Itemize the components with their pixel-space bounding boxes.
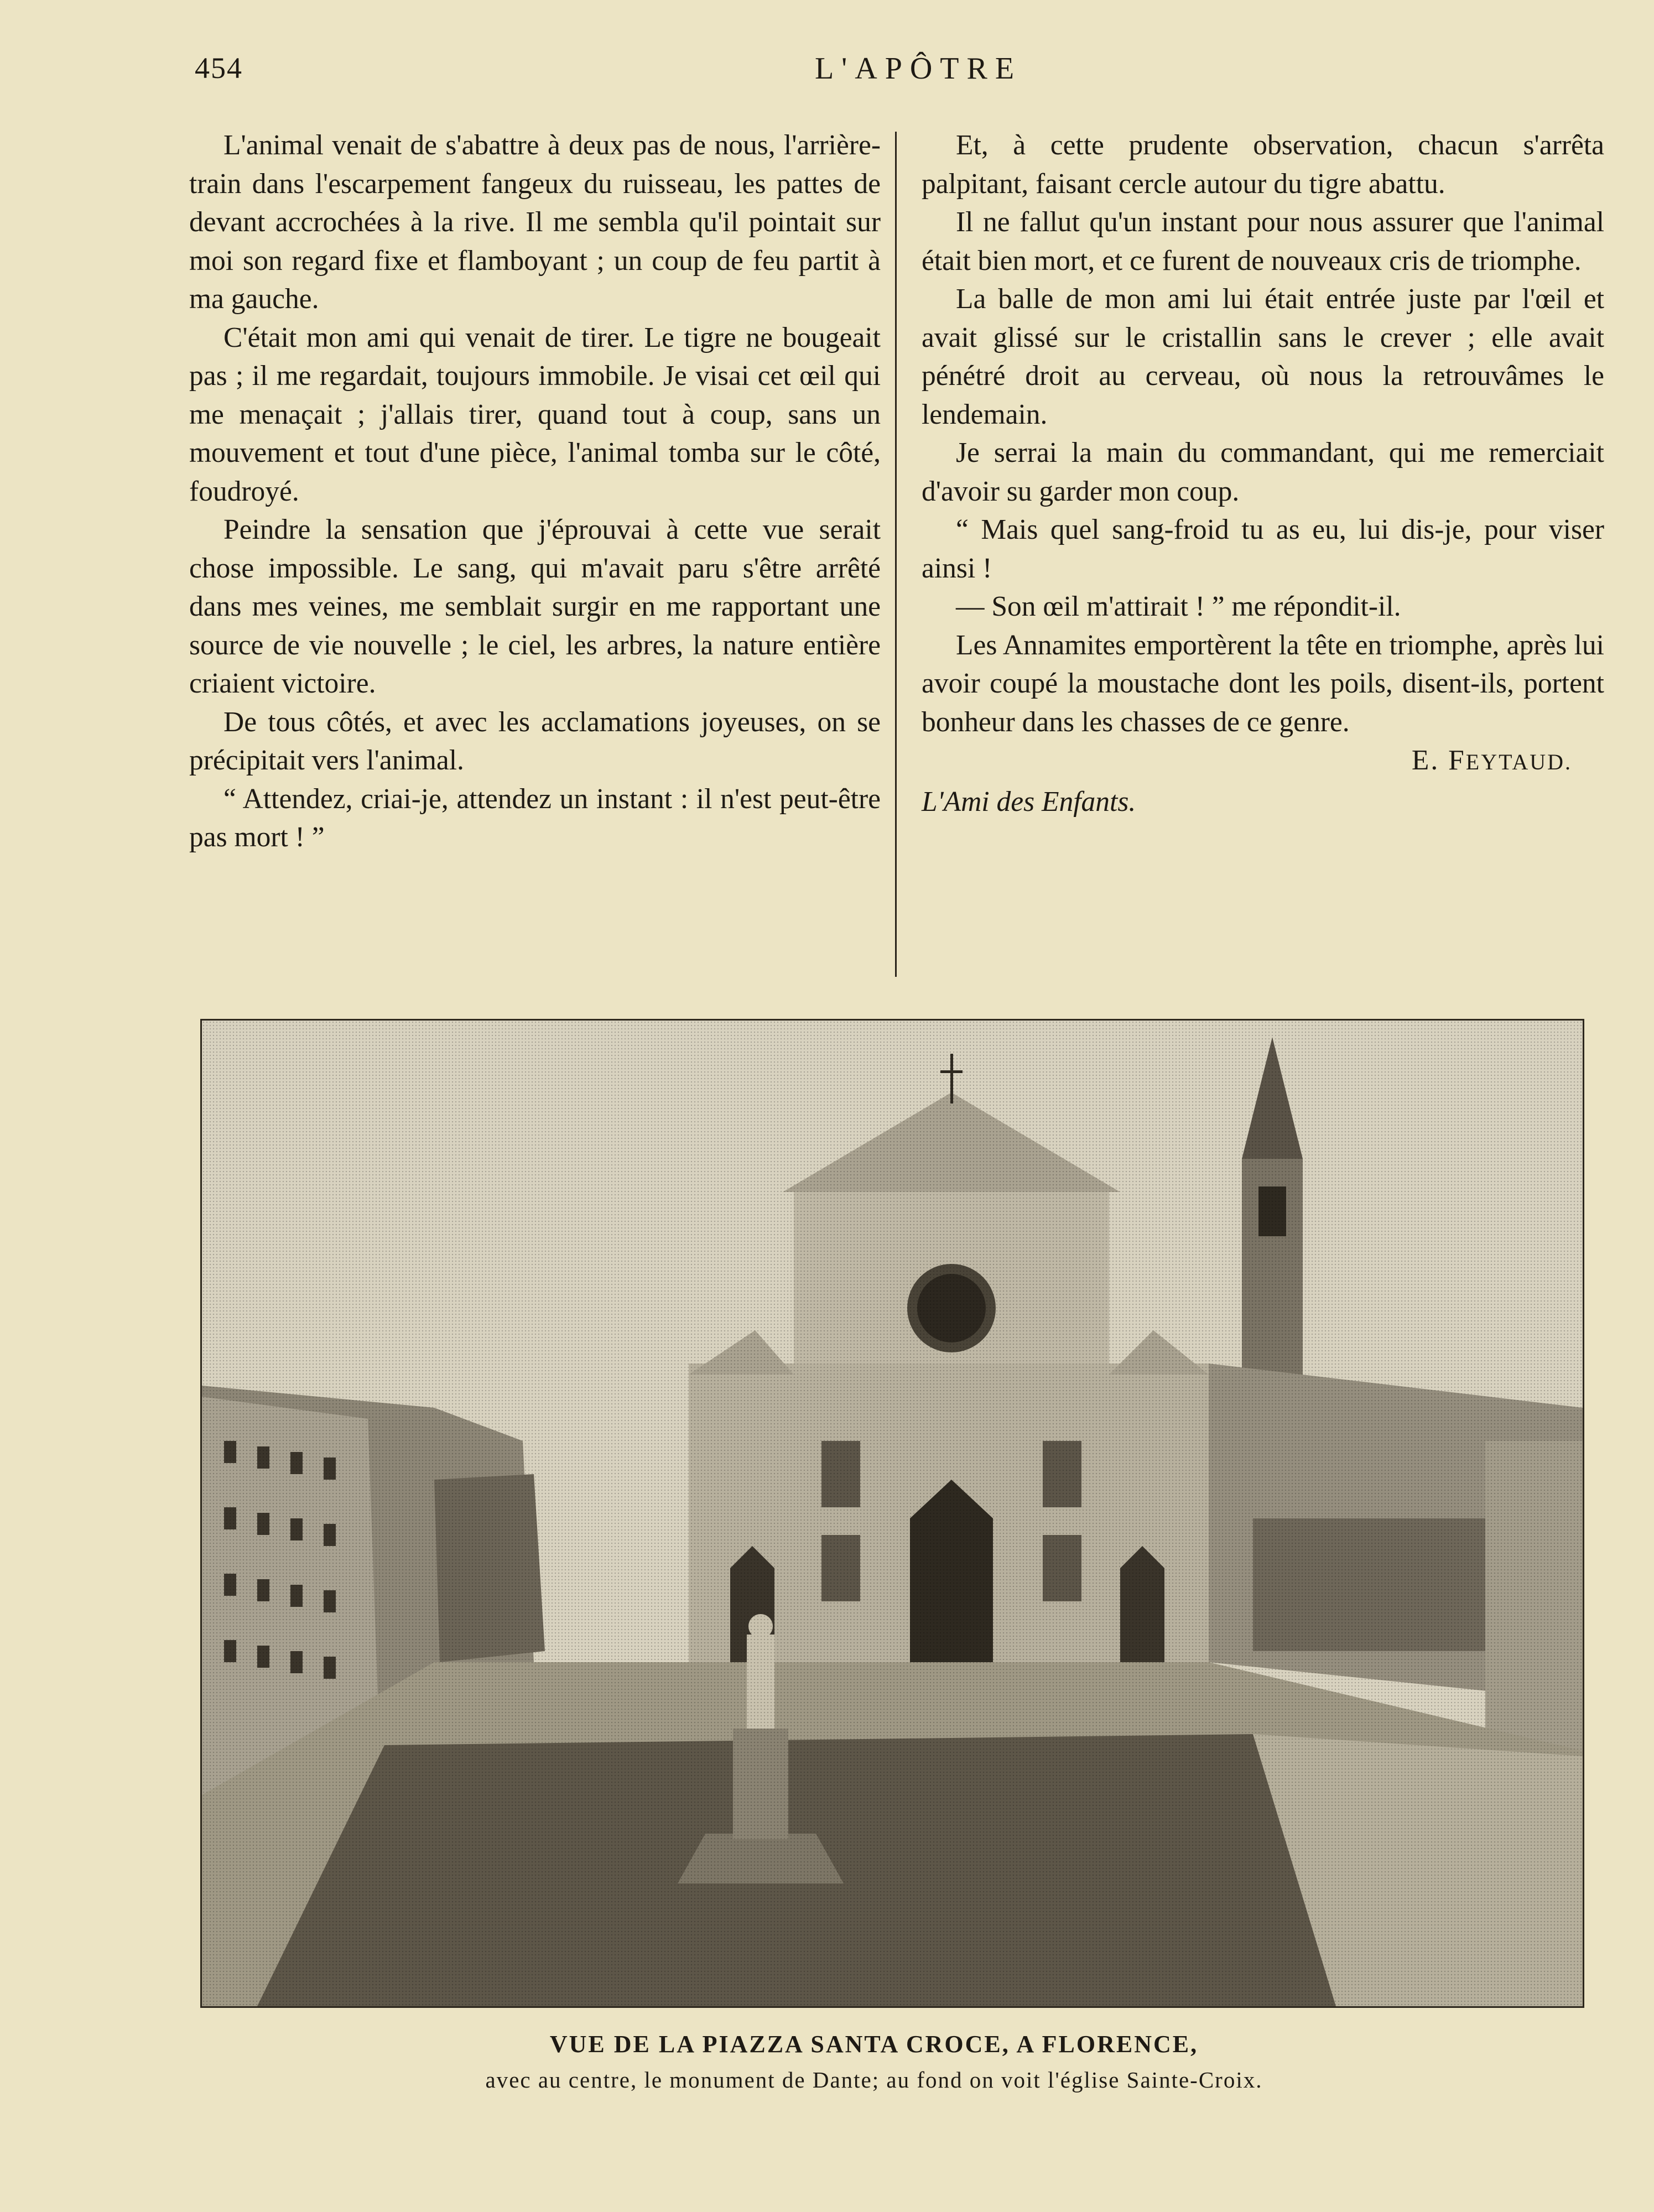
running-title: L'APÔTRE	[814, 51, 1022, 86]
left-text-column	[189, 126, 881, 857]
piazza-santa-croce-photo	[200, 1019, 1584, 2008]
paragraph: “ Attendez, criai-je, attendez un instant : il n'est peut-être pas mort ! ”	[189, 783, 881, 853]
paragraph: L'animal venait de s'abattre à deux pas de nous, l'arrière-train dans l'escarpement fangeux du ruisseau, les pattes de devant accrochées à la rive. Il me sembla qu'il pointait sur moi son regard fixe et flamboyant ; un coup de feu partit à ma gauche.	[189, 129, 881, 315]
paragraph: Peindre la sensation que j'éprouvai à cette vue serait chose impossible. Le sang, qui m'avait paru s'être arrêté dans mes veines, me semblait surgir en me rapportant une source de vie nouvelle ; le ciel, les arbres, la nature entière criaient victoire.	[189, 514, 881, 699]
paragraph: La balle de mon ami lui était entrée juste par l'œil et avait glissé sur le cristallin sans le crever ; elle avait pénétré droit au cerveau, où nous la retrouvâmes le lendemain.	[922, 283, 1604, 430]
source-credit: L'Ami des Enfants.	[922, 785, 1136, 818]
paragraph: Il ne fallut qu'un instant pour nous assurer que l'animal était bien mort, et ce furent de nouveaux cris de triomphe.	[922, 206, 1604, 277]
author-surname: EYTAUD.	[1465, 750, 1572, 774]
right-text-column	[922, 126, 1604, 821]
paragraph: — Son œil m'attirait ! ” me répondit-il.	[956, 591, 1401, 622]
paragraph: “ Mais quel sang-froid tu as eu, lui dis-je, pour viser ainsi !	[922, 514, 1604, 584]
paragraph: Les Annamites emportèrent la tête en triomphe, après lui avoir coupé la moustache dont les poils, disent-ils, portent bonheur dans les chasses de ce genre.	[922, 629, 1604, 738]
caption-title: VUE DE LA PIAZZA SANTA CROCE, A FLORENCE,	[549, 2031, 1199, 2058]
photo-illustration	[202, 1021, 1583, 2006]
page-number: 454	[195, 51, 243, 85]
paragraph: C'était mon ami qui venait de tirer. Le tigre ne bougeait pas ; il me regardait, toujours immobile. Je visai cet œil qui me menaçait ; j'allais tirer, quand tout à coup, sans un mouvement et tout d'une pièce, l'animal tomba sur le côté, foudroyé.	[189, 321, 881, 507]
paragraph: De tous côtés, et avec les acclamations joyeuses, on se précipitait vers l'animal.	[189, 706, 881, 776]
halftone-texture	[202, 1021, 1583, 2006]
author-signature	[922, 741, 1604, 782]
author-initial: E. F	[1411, 745, 1466, 776]
caption-subtitle: avec au centre, le monument de Dante; au fond on voit l'église Sainte-Croix.	[485, 2067, 1263, 2093]
paragraph: Je serrai la main du commandant, qui me remerciait d'avoir su garder mon coup.	[922, 437, 1604, 507]
column-divider	[895, 132, 897, 977]
paragraph: Et, à cette prudente observation, chacun s'arrêta palpitant, faisant cercle autour du tigre abattu.	[922, 129, 1604, 200]
